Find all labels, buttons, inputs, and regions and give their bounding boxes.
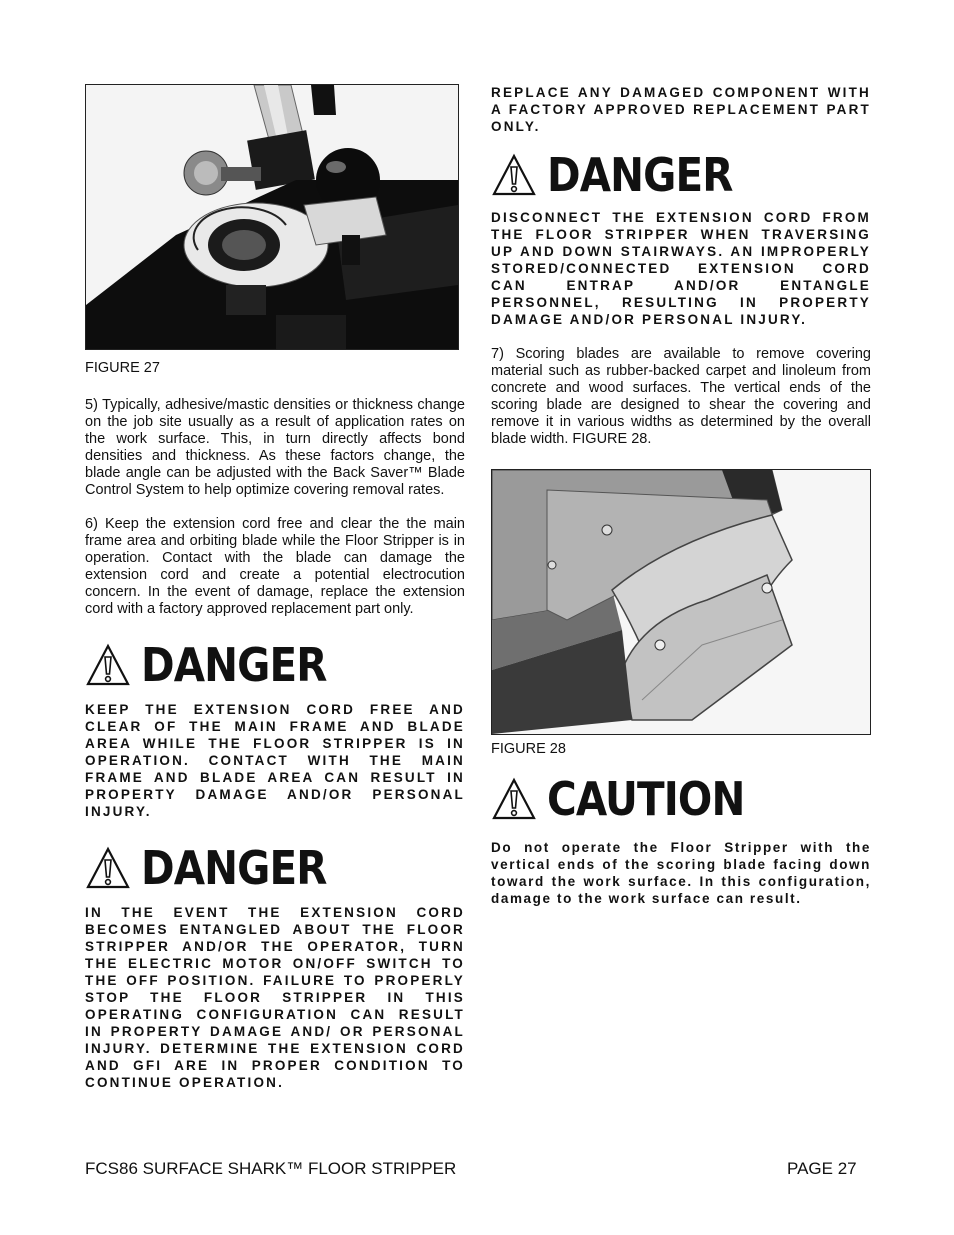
danger-banner-1 (85, 637, 465, 693)
left-column (85, 84, 465, 1091)
paragraph-7: 7) Scoring blades are available to remove covering material such as rubber-backed carpet and linoleum from concrete and wood surfaces. The vertical ends of the scoring blade are designed to shear the covering and remove it in various widths as determined by the overall blade width. FIGURE 28. (491, 346, 871, 447)
paragraph-5: 5) Typically, adhesive/mastic densities or thickness change on the job site usually as a result of application rates on the work surface. This, in turn directly affects bond densities and thickness. As these factors change, the blade angle can be adjusted with the Back Saver™ Blade Control System to help optimize covering removal rates. (85, 397, 465, 498)
replace-component-warning: REPLACE ANY DAMAGED COMPONENT WITH A FACTORY APPROVED REPLACEMENT PART ONLY. (491, 85, 871, 134)
danger-label-3: DANGER (547, 148, 733, 202)
caution-label: CAUTION (547, 772, 745, 826)
danger-label-2: DANGER (141, 841, 327, 895)
danger-text-1: KEEP THE EXTENSION CORD FREE AND CLEAR OF THE MAIN FRAME AND BLADE AREA WHILE THE FLOOR STRIPPER IS IN OPERATION. CONTACT WITH THE MAIN FRAME AND BLADE AREA CAN RESULT IN PROPERTY DAMAGE AND/OR PERSONAL INJURY. (85, 702, 465, 819)
caution-banner (491, 771, 871, 827)
figure-27-caption: FIGURE 27 (85, 360, 160, 376)
right-column (491, 84, 871, 907)
figure-28-illustration (492, 470, 870, 734)
danger-banner-3 (491, 147, 871, 203)
footer-title: FCS86 SURFACE SHARK™ FLOOR STRIPPER (85, 1159, 457, 1178)
figure-27-illustration (86, 85, 458, 349)
warning-triangle-icon (85, 846, 131, 890)
figure-27-photo (85, 84, 459, 350)
paragraph-6: 6) Keep the extension cord free and clear the the main frame area and orbiting blade while the Floor Stripper is in operation. Contact with the blade can damage the extension cord and create a potential electrocution concern. In the event of damage, replace the extension cord with a factory approved replacement part only. (85, 516, 465, 617)
caution-text: Do not operate the Floor Stripper with the vertical ends of the scoring blade facing down toward the work surface. In this configuration, damage to the work surface can result. (491, 840, 871, 906)
footer-page-number: PAGE 27 (787, 1159, 857, 1178)
danger-text-3: DISCONNECT THE EXTENSION CORD FROM THE FLOOR STRIPPER WHEN TRAVERSING UP AND DOWN STAIRWAYS. AN IMPROPERLY STORED/CONNECTED EXTENSION CORD CAN ENTRAP AND/OR ENTANGLE PERSONNEL, RESULTING IN PROPERTY DAMAGE AND/OR PERSONAL INJURY. (491, 210, 871, 327)
danger-label-1: DANGER (141, 638, 327, 692)
figure-28-caption: FIGURE 28 (491, 741, 566, 757)
figure-28-photo (491, 469, 871, 735)
warning-triangle-icon (85, 643, 131, 687)
warning-triangle-icon (491, 153, 537, 197)
danger-text-2: IN THE EVENT THE EXTENSION CORD BECOMES ENTANGLED ABOUT THE FLOOR STRIPPER AND/OR THE OPERATOR, TURN THE ELECTRIC MOTOR ON/OFF SWITCH TO THE OFF POSITION. FAILURE TO PROPERLY STOP THE FLOOR STRIPPER IN THIS OPERATING CONFIGURATION CAN RESULT IN PROPERTY DAMAGE AND/ OR PERSONAL INJURY. DETERMINE THE EXTENSION CORD AND GFI ARE IN PROPER CONDITION TO CONTINUE OPERATION. (85, 905, 465, 1090)
warning-triangle-icon (491, 777, 537, 821)
danger-banner-2 (85, 840, 465, 896)
